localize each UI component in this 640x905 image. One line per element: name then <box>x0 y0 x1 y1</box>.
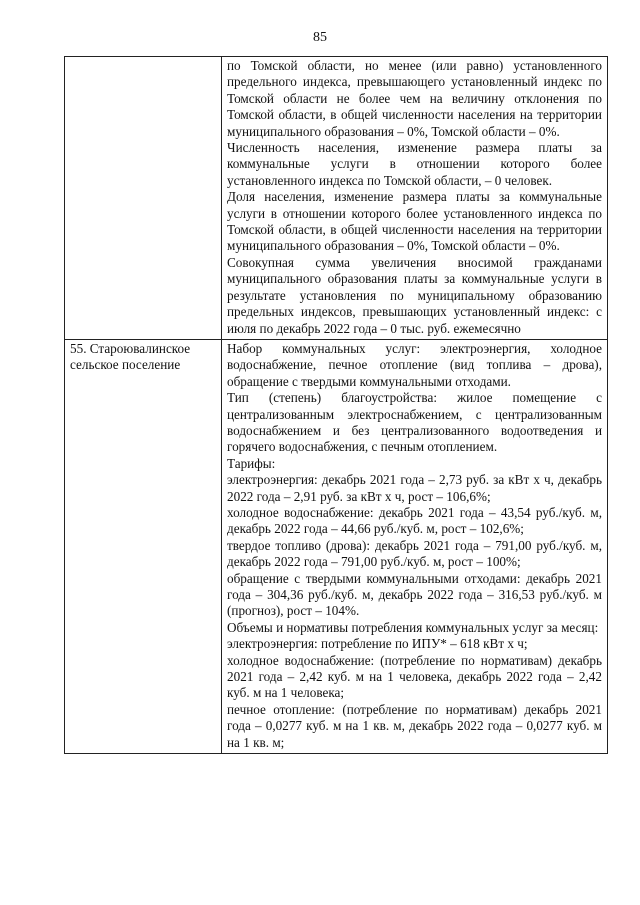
table-row <box>65 57 608 340</box>
page-number: 85 <box>313 30 327 45</box>
paragraph: Тарифы: <box>227 455 276 471</box>
paragraph: холодное водоснабжение: (потребление по нормативам) декабрь 2021 года – 2,42 куб. м на 1 человека, декабрь 2022 года – 2,42 куб. м на 1 человека; <box>227 652 602 701</box>
municipal-tariff-table <box>64 56 608 754</box>
paragraph: Объемы и нормативы потребления коммунальных услуг за месяц: <box>227 619 599 635</box>
paragraph: по Томской области, но менее (или равно) установленного предельного индекса, превышающего установленный индекс по Томской области не более чем на величину отклонения по Томской области, в общей численности населения на территории муниципального образования – 0%, Томской области – 0%. <box>227 58 602 139</box>
paragraph: твердое топливо (дрова): декабрь 2021 года – 791,00 руб./куб. м, декабрь 2022 года – 791,00 руб./куб. м, рост – 100%; <box>227 537 602 570</box>
indicators-cell <box>222 57 608 340</box>
paragraph: печное отопление: (потребление по нормативам) декабрь 2021 года – 0,0277 куб. м на 1 кв. м, декабрь 2022 года – 0,0277 куб. м на 1 кв. м; <box>227 701 602 750</box>
paragraph: Совокупная сумма увеличения вносимой гражданами муниципального образования платы за коммунальные услуги в результате установления по муниципальному образованию предельных индексов, превышающих установленный индекс: с июля по декабрь 2022 года – 0 тыс. руб. ежемесячно <box>227 254 602 336</box>
settlement-name-cell <box>65 57 222 340</box>
paragraph: Численность населения, изменение размера платы за коммунальные услуги в отношении которого более установленного индекса по Томской области, – 0 человек. <box>227 140 602 188</box>
paragraph: обращение с твердыми коммунальными отходами: декабрь 2021 года – 304,36 руб./куб. м, декабрь 2022 года – 316,53 руб./куб. м (прогноз), рост – 104%. <box>227 570 602 619</box>
paragraph: электроэнергия: потребление по ИПУ* – 618 кВт х ч; <box>227 636 528 652</box>
table-row <box>65 339 608 753</box>
settlement-name-cell: 55. Староювалинское сельское поселение <box>65 339 222 753</box>
paragraph: электроэнергия: декабрь 2021 года – 2,73 руб. за кВт х ч, декабрь 2022 года – 2,91 руб. за кВт х ч, рост – 106,6%; <box>227 472 602 504</box>
paragraph: Тип (степень) благоустройства: жилое помещение с централизованным электроснабжением, с централизованным водоснабжением и без централизованного водоотведения и горячего водоснабжения, с печным отоплением. <box>227 390 602 455</box>
indicators-cell <box>222 339 608 753</box>
paragraph: Набор коммунальных услуг: электроэнергия, холодное водоснабжение, печное отопление (вид топлива – дрова), обращение с твердыми коммунальными отходами. <box>227 340 602 389</box>
paragraph: холодное водоснабжение: декабрь 2021 года – 43,54 руб./куб. м, декабрь 2022 года – 44,66 руб./куб. м, рост – 102,6%; <box>227 504 602 537</box>
paragraph: Доля населения, изменение размера платы за коммунальные услуги в отношении которого более установленного индекса по Томской области, в общей численности населения на территории муниципального образования – 0%, Томской области – 0%. <box>227 189 602 254</box>
